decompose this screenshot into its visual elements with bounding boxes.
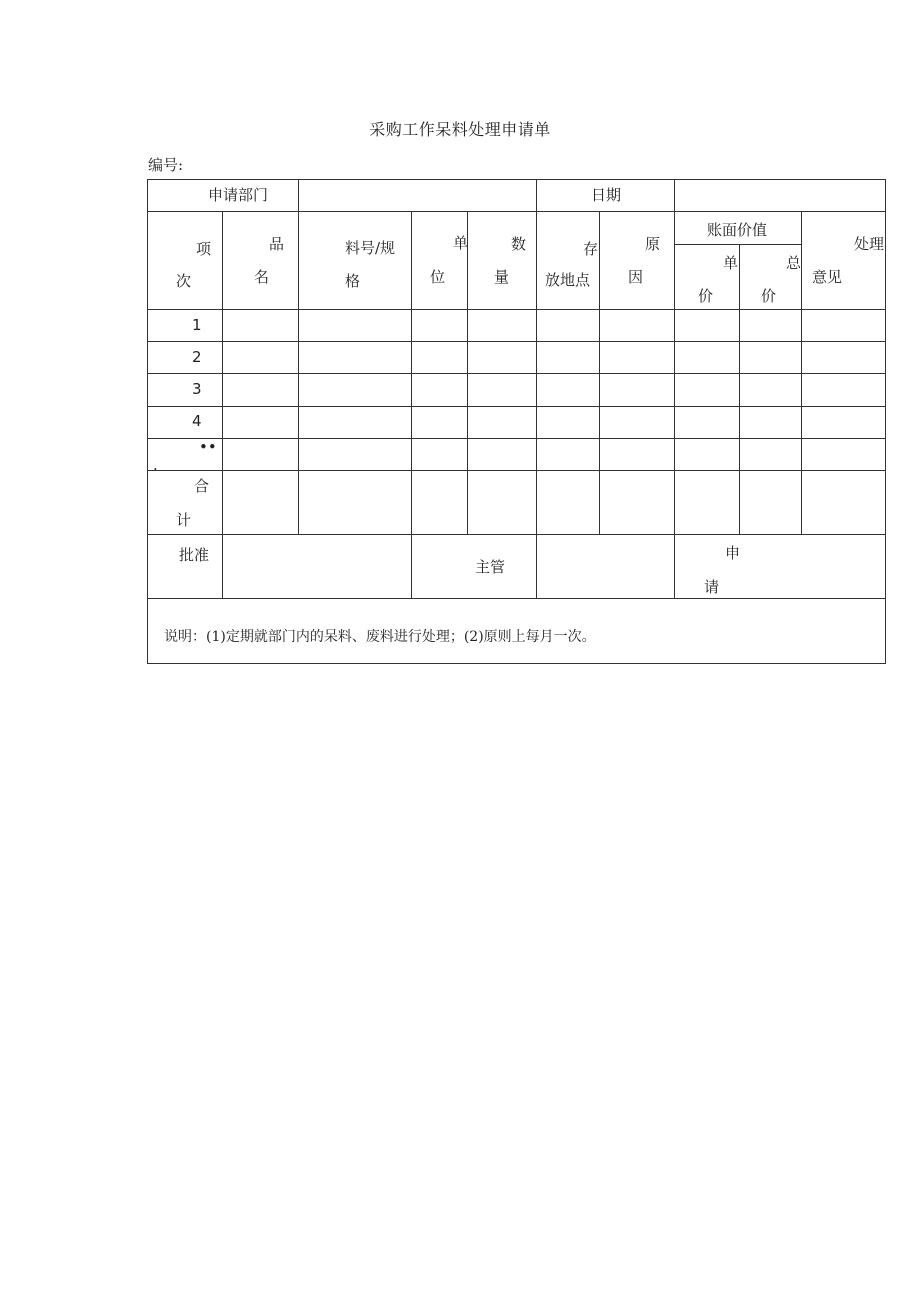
col-item-no-line2: 次: [176, 272, 192, 290]
col-item-name-line2: 名: [254, 268, 270, 286]
col-reason-line2: 因: [628, 268, 644, 286]
col-total-price-line1: 总: [786, 254, 802, 272]
form-number-label: 编号:: [148, 156, 184, 174]
row-number-4: 4: [192, 412, 202, 430]
col-storage-line2: 放地点: [545, 271, 591, 289]
col-unit-line2: 位: [430, 268, 446, 286]
col-unit-price-line1: 单: [723, 254, 739, 272]
col-item-name-line1: 品: [269, 235, 285, 253]
approve-label: 批准: [179, 546, 210, 564]
col-item-no-line1: 项: [196, 240, 212, 258]
col-storage-line1: 存: [583, 240, 599, 258]
row-ellipsis-dot: .: [153, 456, 158, 474]
col-unit-price-line2: 价: [698, 287, 714, 305]
col-quantity-line2: 量: [494, 268, 510, 286]
col-part-spec-line1: 料号/规: [345, 239, 396, 257]
col-total-price-line2: 价: [761, 287, 777, 305]
col-reason-line1: 原: [645, 235, 661, 253]
row-number-1: 1: [192, 316, 202, 334]
col-book-value: 账面价值: [707, 221, 768, 239]
supervisor-label: 主管: [475, 558, 506, 576]
request-form-table: [147, 179, 886, 664]
col-disposal-opinion-line1: 处理: [854, 235, 885, 253]
total-label-line1: 合: [194, 477, 210, 495]
page-title: 采购工作呆料处理申请单: [369, 120, 551, 139]
date-label: 日期: [591, 186, 622, 204]
applicant-label-line1: 申: [725, 544, 741, 562]
applicant-label-line2: 请: [704, 578, 720, 596]
col-disposal-opinion-line2: 意见: [812, 268, 843, 286]
col-quantity-line1: 数: [511, 235, 527, 253]
col-part-spec-line2: 格: [345, 272, 361, 290]
form-note: 说明：(1)定期就部门内的呆料、废料进行处理；(2)原则上每月一次。: [164, 629, 596, 645]
col-unit-line1: 单: [453, 234, 469, 252]
row-number-2: 2: [192, 348, 202, 366]
total-label-line2: 计: [176, 511, 192, 529]
department-label: 申请部门: [208, 186, 269, 204]
row-number-3: 3: [192, 380, 202, 398]
row-ellipsis: ••: [199, 438, 217, 456]
